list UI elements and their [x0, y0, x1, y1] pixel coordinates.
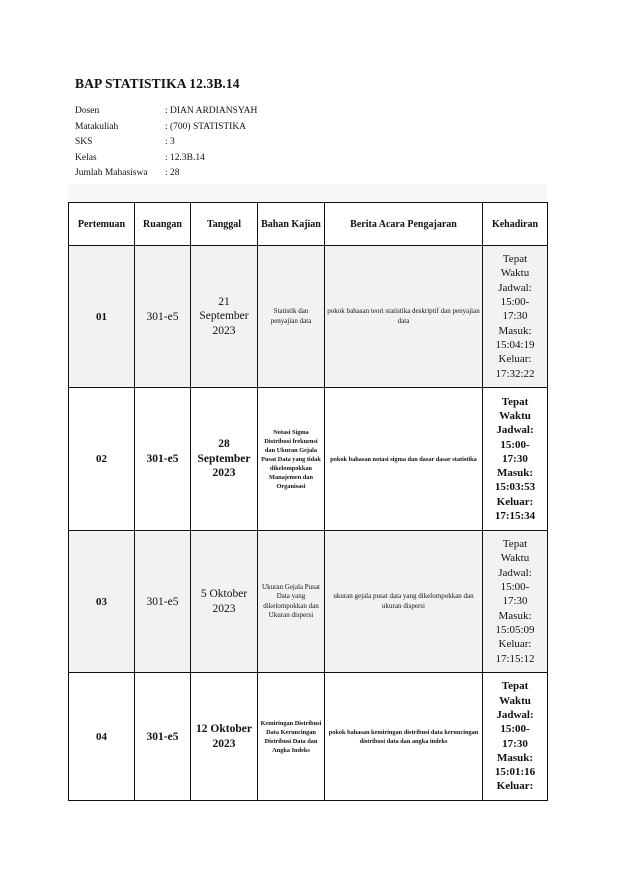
cell-ruangan: 301-e5 [135, 388, 191, 531]
cell-kehadiran [483, 388, 548, 531]
kehadiran-line: 15:00- [500, 581, 530, 594]
cell-kehadiran [483, 246, 548, 388]
kehadiran-line: Masuk: [498, 324, 532, 337]
table-top-band [68, 184, 547, 202]
kehadiran-line: 17:30 [502, 737, 528, 750]
bap-table [68, 202, 548, 801]
kehadiran-line: 15:04:19 [495, 338, 535, 351]
info-label: Dosen [75, 106, 100, 116]
kehadiran-line: Waktu [499, 694, 531, 707]
cell-tanggal: 21 September 2023 [191, 246, 258, 388]
cell-tanggal: 28 September 2023 [191, 388, 258, 531]
kehadiran-line: Jadwal: [498, 281, 532, 294]
header-bahan-kajian: Bahan Kajian [258, 203, 325, 246]
kehadiran-line: 17:15:34 [494, 510, 536, 523]
kehadiran-line: Waktu [500, 267, 530, 280]
kehadiran-line: Waktu [499, 409, 531, 422]
kehadiran-line: Jadwal: [496, 424, 534, 437]
info-label: SKS [75, 137, 93, 147]
kehadiran-line: 17:30 [502, 452, 528, 465]
kehadiran-line: 15:00- [500, 723, 530, 736]
kehadiran-line: 15:03:53 [494, 481, 536, 494]
cell-pertemuan: 01 [69, 246, 135, 388]
table-row [69, 388, 548, 531]
page-title: BAP STATISTIKA 12.3B.14 [75, 76, 240, 91]
kehadiran-line: Jadwal: [496, 708, 534, 721]
header-kehadiran: Kehadiran [483, 203, 548, 246]
cell-berita-acara: pokok bahasan notasi sigma dan dasar dasar statistika [325, 388, 483, 531]
kehadiran-line: 17:30 [502, 310, 528, 323]
header-pertemuan: Pertemuan [69, 203, 135, 246]
kehadiran-line: Jadwal: [498, 566, 532, 579]
info-value: : (700) STATISTIKA [165, 121, 247, 132]
kehadiran-line: Keluar: [496, 495, 534, 508]
cell-berita-acara: ukuran gejala pusat data yang dikelompokkan dan ukuran dispersi [325, 531, 483, 673]
cell-berita-acara: pokok bahasan teori statistika deskriptif dan penyajian data [325, 246, 483, 388]
info-dosen [75, 104, 257, 120]
kehadiran-line: 15:01:16 [494, 766, 536, 779]
cell-kehadiran [483, 531, 548, 673]
cell-ruangan: 301-e5 [135, 531, 191, 673]
cell-bahan-kajian: Ukuran Gejala Pusat Data yang dikelompokkan dan Ukuran dispersi [258, 531, 325, 673]
table-header-row [69, 203, 548, 246]
kehadiran-line: 15:00- [500, 296, 530, 309]
kehadiran-line: Masuk: [498, 609, 532, 622]
cell-ruangan: 301-e5 [135, 246, 191, 388]
header-tanggal: Tanggal [191, 203, 258, 246]
kehadiran-line: 15:00- [500, 438, 530, 451]
info-label: Jumlah Mahasiswa [75, 168, 148, 178]
cell-bahan-kajian: Notasi Sigma Distribusi frekuensi dan Ukuran Gejala Pusat Data yang tidak dikelompokkan Manajemen dan Organisasi [258, 388, 325, 531]
table-row [69, 531, 548, 673]
cell-tanggal: 5 Oktober 2023 [191, 531, 258, 673]
cell-bahan-kajian: Statistik dan penyajian data [258, 246, 325, 388]
kehadiran-line: Keluar: [498, 638, 532, 651]
cell-bahan-kajian: Kemiringan Distribusi Data Keruncingan Distribusi Data dan Angka Indeks [258, 673, 325, 801]
info-label: Kelas [75, 152, 97, 163]
kehadiran-line: Masuk: [496, 751, 534, 764]
cell-ruangan: 301-e5 [135, 673, 191, 801]
course-info [75, 104, 257, 182]
kehadiran-line: Waktu [500, 552, 530, 565]
kehadiran-line: 17:30 [502, 595, 528, 608]
cell-pertemuan: 03 [69, 531, 135, 673]
info-value: : 28 [165, 168, 180, 178]
info-sks [75, 135, 257, 151]
info-kelas [75, 151, 257, 167]
kehadiran-line: 15:05:09 [495, 623, 535, 636]
cell-berita-acara: pokok bahasan kemiringan distribusi data keruncingan distribusi data dan angka indeks [325, 673, 483, 801]
kehadiran-line: Tepat [501, 680, 529, 693]
info-value: : 12.3B.14 [165, 152, 205, 163]
kehadiran-line: Tepat [502, 538, 528, 551]
header-berita-acara: Berita Acara Pengajaran [325, 203, 483, 246]
info-jumlah-mahasiswa [75, 166, 257, 182]
cell-pertemuan: 04 [69, 673, 135, 801]
header-ruangan: Ruangan [135, 203, 191, 246]
kehadiran-line: Keluar: [498, 353, 532, 366]
cell-pertemuan: 02 [69, 388, 135, 531]
cell-kehadiran [483, 673, 548, 801]
info-value: : 3 [165, 137, 175, 147]
kehadiran-line: Keluar: [496, 780, 534, 793]
kehadiran-line: Tepat [502, 253, 528, 266]
kehadiran-line: 17:32:22 [495, 367, 535, 380]
info-label: Matakuliah [75, 121, 119, 132]
kehadiran-line: Masuk: [496, 467, 534, 480]
kehadiran-line: Tepat [501, 395, 529, 408]
table-row [69, 673, 548, 801]
info-value: : DIAN ARDIANSYAH [165, 106, 258, 116]
kehadiran-line: 17:15:12 [495, 652, 535, 665]
info-matakuliah [75, 120, 257, 136]
cell-tanggal: 12 Oktober 2023 [191, 673, 258, 801]
table-row [69, 246, 548, 388]
